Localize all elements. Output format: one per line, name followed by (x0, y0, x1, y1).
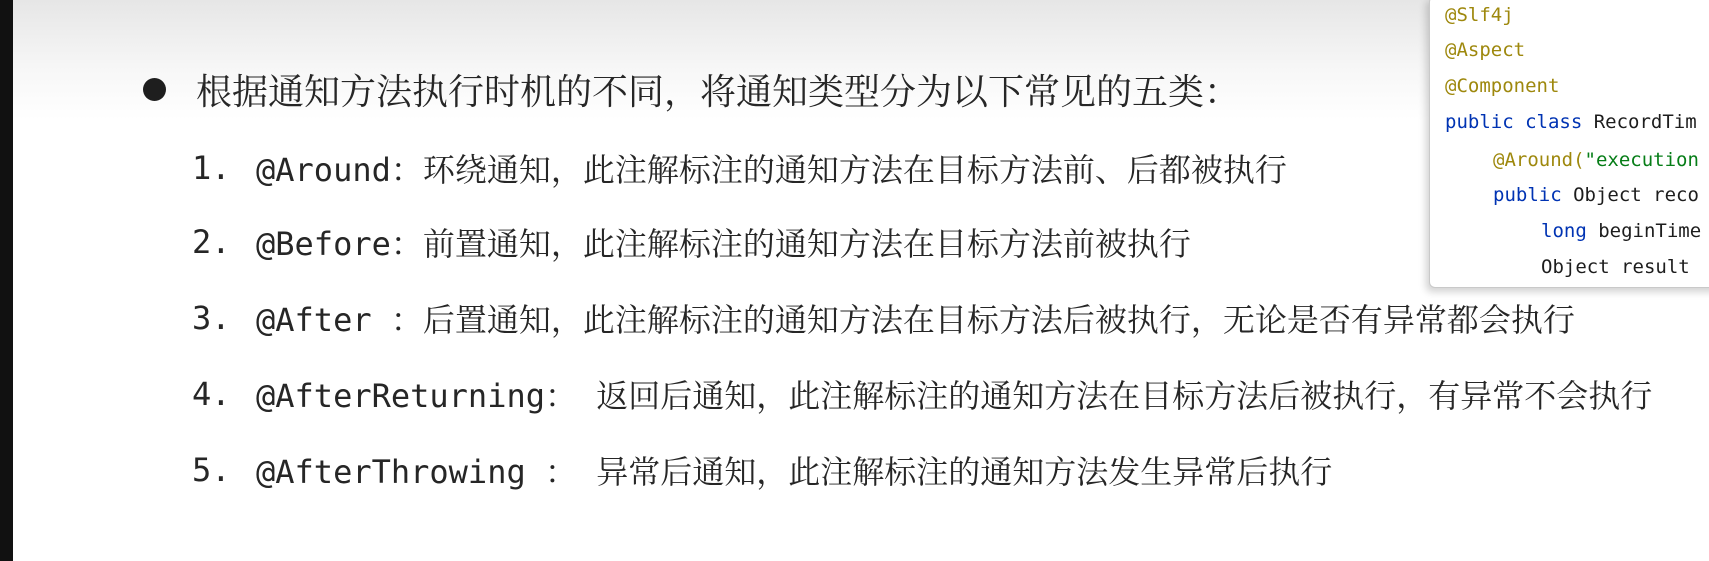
code-keyword: long (1541, 220, 1587, 242)
item-description: 返回后通知，此注解标注的通知方法在目标方法后被执行，有异常不会执行 (596, 377, 1653, 415)
item-annotation: @After ： (256, 301, 423, 339)
item-annotation: @AfterReturning： (256, 377, 597, 415)
code-line (1493, 183, 1699, 207)
list-item (192, 447, 1332, 493)
list-item (192, 371, 1652, 417)
item-number: 4. (192, 375, 231, 413)
slide-heading (143, 64, 1240, 115)
code-method: Object reco (1561, 184, 1699, 206)
item-number: 5. (192, 451, 231, 489)
item-annotation: @Around： (256, 151, 423, 189)
item-description: 环绕通知，此注解标注的通知方法在目标方法前、后都被执行 (422, 151, 1287, 189)
code-line: @Aspect (1445, 39, 1526, 61)
left-border (0, 0, 13, 561)
list-item (192, 219, 1191, 265)
code-annotation: @Around( (1493, 149, 1585, 171)
code-variable: beginTime (1586, 220, 1702, 242)
item-number: 3. (192, 299, 231, 337)
item-annotation: @Before： (256, 225, 423, 263)
code-line (1445, 110, 1697, 134)
list-item (192, 295, 1575, 341)
item-description: 异常后通知，此注解标注的通知方法发生异常后执行 (596, 453, 1333, 491)
code-snippet-panel (1429, 0, 1709, 288)
list-item (192, 145, 1287, 191)
code-line (1541, 219, 1701, 243)
item-number: 2. (192, 223, 231, 261)
code-line: Object result (1541, 256, 1690, 278)
item-description: 前置通知，此注解标注的通知方法在目标方法前被执行 (422, 225, 1191, 263)
heading-text: 根据通知方法执行时机的不同，将通知类型分为以下常见的五类： (196, 72, 1241, 113)
code-string: "execution (1584, 149, 1699, 171)
item-annotation: @AfterThrowing ： (256, 453, 597, 491)
code-keyword: public (1493, 184, 1562, 206)
code-class-name: RecordTim (1582, 111, 1697, 133)
code-line: @Component (1445, 75, 1560, 97)
code-line: @Slf4j (1445, 4, 1514, 26)
code-keyword: public class (1445, 111, 1583, 133)
code-line (1493, 148, 1699, 172)
item-number: 1. (192, 149, 231, 187)
bullet-icon (143, 78, 166, 101)
item-description: 后置通知，此注解标注的通知方法在目标方法后被执行，无论是否有异常都会执行 (422, 301, 1575, 339)
